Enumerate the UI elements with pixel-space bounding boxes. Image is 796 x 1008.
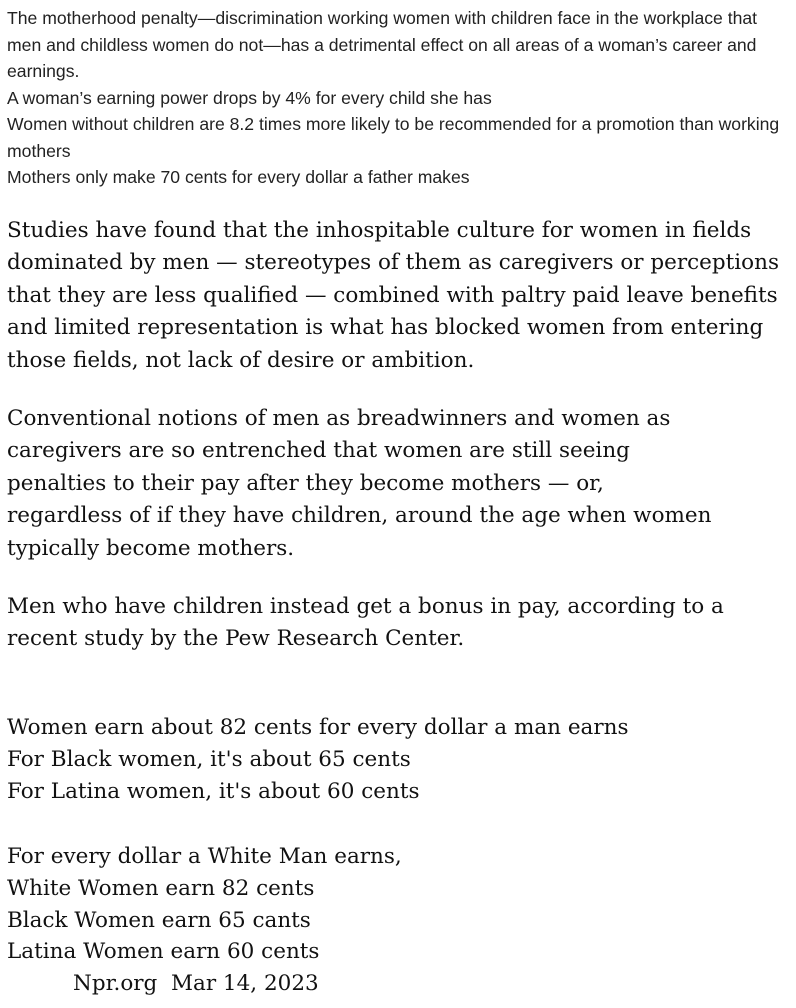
summary-fact: Women without children are 8.2 times more likely to be recommended for a promotion than working mothers [7,114,780,161]
comparison-list [7,841,707,968]
body-paragraph: Conventional notions of men as breadwinners and women as caregivers are so entrenched that women are still seeing penalties to their pay after they become mothers — or, regardless of if they have children, around the age when women typically become mothers. [7,406,712,561]
pay-gap-line: Women earn about 82 cents for every dollar a man earns [7,715,629,740]
summary-fact: A woman’s earning power drops by 4% for every child she has [7,87,492,108]
body-paragraph: Men who have children instead get a bonus in pay, according to a recent study by the Pew Research Center. [7,594,724,652]
summary-fact: Mothers only make 70 cents for every dollar a father makes [7,167,470,187]
pay-gap-line: For Latina women, it's about 60 cents [7,778,420,804]
comparison-line: Latina Women earn 60 cents [7,939,320,965]
source-citation [73,968,319,1000]
comparison-line: For every dollar a White Man earns, [7,844,402,869]
pay-gap-list [7,712,707,807]
comparison-line: White Women earn 82 cents [7,875,315,901]
pay-gap-line: For Black women, it's about 65 cents [7,746,411,772]
summary-block [7,5,789,191]
comparison-line: Black Women earn 65 cants [7,907,311,933]
body-paragraph: Studies have found that the inhospitable culture for women in fields dominated by men — stereotypes of them as caregivers or perceptions that they are less qualified — combined with paltry paid leave benefits and limited representation is what has blocked women from entering those fields, not lack of desire or ambition. [7,218,780,373]
source-site: Npr.org [73,971,158,996]
summary-intro: The motherhood penalty—discrimination working women with children face in the workplace that men and childless women do not—has a detrimental effect on all areas of a woman’s career and earnings. [7,8,758,81]
source-date: Mar 14, 2023 [170,971,319,996]
